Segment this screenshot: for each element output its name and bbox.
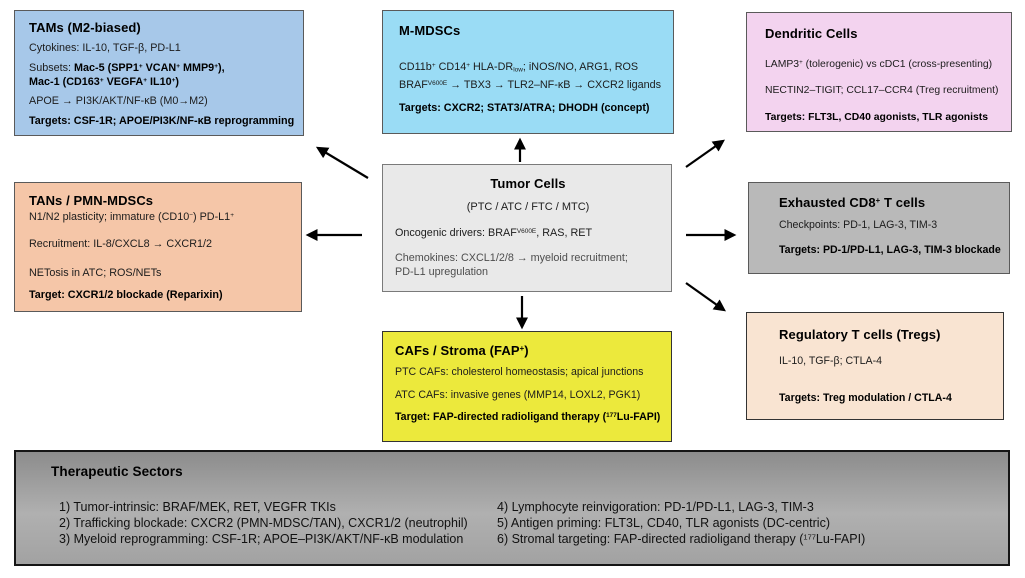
sectors-column-right	[497, 499, 1008, 547]
sector-item-1: 1) Tumor-intrinsic: BRAF/MEK, RET, VEGFR TKIs	[59, 500, 336, 514]
box-tans-pmn-mdscs	[14, 182, 302, 312]
sectors-title: Therapeutic Sectors	[51, 464, 183, 479]
dendritic-targets: Targets: FLT3L, CD40 agonists, TLR agonists	[765, 111, 989, 123]
arrow-tumor-to-tregs	[686, 283, 724, 310]
box-therapeutic-sectors	[14, 450, 1010, 566]
sector-item-3: 3) Myeloid reprogramming: CSF-1R; APOE–PI3K/AKT/NF-κB modulation	[59, 532, 464, 546]
tams-cytokines: Cytokines: IL-10, TGF-β, PD-L1	[29, 42, 181, 54]
arrow-tumor-to-dendritic	[686, 141, 723, 167]
tans-title: TANs / PMN-MDSCs	[29, 193, 154, 208]
sector-item-6: 6) Stromal targeting: FAP-directed radioligand therapy ($^{177}$Lu-FAPI)	[497, 532, 866, 546]
dendritic-title: Dendritic Cells	[765, 26, 858, 41]
exhausted-title: Exhausted CD8+ T cells	[779, 195, 926, 210]
cafs-target: Target: FAP-directed radioligand therapy ($^{177}$Lu-FAPI)	[395, 411, 661, 424]
tans-plasticity: N1/N2 plasticity; immature (CD10−) PD-L1+	[29, 211, 234, 223]
sector-item-4: 4) Lymphocyte reinvigoration: PD-1/PD-L1, LAG-3, TIM-3	[497, 500, 814, 514]
cafs-title: CAFs / Stroma (FAP+)	[395, 343, 529, 358]
tams-apoe-pathway: APOE → PI3K/AKT/NF-κB (M0→M2)	[29, 95, 208, 108]
tregs-targets: Targets: Treg modulation / CTLA-4	[779, 391, 952, 404]
tans-recruitment: Recruitment: IL-8/CXCL8 → CXCR1/2	[29, 237, 213, 250]
tumor-title: Tumor Cells	[490, 176, 566, 191]
tumor-subtitle: (PTC / ATC / FTC / MTC)	[466, 201, 590, 213]
tans-target: Target: CXCR1/2 blockade (Reparixin)	[29, 289, 223, 302]
box-mmdscs	[382, 10, 674, 134]
box-cafs-stroma	[382, 331, 672, 442]
exhausted-targets: Targets: PD-1/PD-L1, LAG-3, TIM-3 blockade	[779, 243, 1001, 256]
box-tams	[14, 10, 304, 136]
cafs-ptc: PTC CAFs: cholesterol homeostasis; apical junctions	[395, 366, 644, 378]
tams-subsets: Subsets: Mac-5 (SPP1+ VCAN+ MMP9+), Mac-1 (CD163+ VEGFA+ IL10+)	[29, 61, 225, 88]
box-tregs	[746, 312, 1004, 420]
mmdscs-targets: Targets: CXCR2; STAT3/ATRA; DHODH (concept)	[399, 101, 650, 114]
mmdscs-markers: CD11b+ CD14+ HLA-$DR_{low}$; iNOS/NO, ARG1, ROS	[399, 61, 639, 74]
tregs-cytokines: IL-10, TGF-β; CTLA-4	[779, 355, 883, 367]
box-tumor-cells	[382, 164, 672, 292]
box-exhausted-cd8-t-cells	[748, 182, 1010, 274]
dendritic-axes: NECTIN2–TIGIT; CCL17–CCR4 (Treg recruitment)	[765, 85, 999, 97]
box-dendritic-cells	[746, 12, 1012, 132]
cafs-atc: ATC CAFs: invasive genes (MMP14, LOXL2, PGK1)	[395, 388, 641, 401]
sectors-columns	[16, 499, 1008, 547]
tregs-title: Regulatory T cells (Tregs)	[779, 327, 941, 342]
sector-item-5: 5) Antigen priming: FLT3L, CD40, TLR agonists (DC-centric)	[497, 516, 830, 530]
tams-title: TAMs (M2-biased)	[29, 20, 141, 35]
tams-targets: Targets: CSF-1R; APOE/PI3K/NF-κB reprogramming	[29, 115, 295, 128]
mmdscs-pathway: $BRAF^{V600E} \to TBX3 \to TLR2-NF-\kappa B$ → CXCR2 ligands	[399, 78, 662, 91]
tans-netosis: NETosis in ATC; ROS/NETs	[29, 266, 162, 279]
sector-item-2: 2) Trafficking blockade: CXCR2 (PMN-MDSC/TAN), CXCR1/2 (neutrophil)	[59, 516, 468, 530]
arrow-tumor-to-tams	[318, 148, 368, 178]
sectors-column-left	[59, 499, 497, 547]
exhausted-checkpoints: Checkpoints: PD-1, LAG-3, TIM-3	[779, 219, 938, 231]
tumor-drivers: Oncogenic drivers: $BRAF^{V600E}$, RAS, RET	[395, 227, 593, 240]
tumor-chemokines: Chemokines: CXCL1/2/8 → myeloid recruitment; PD-L1 upregulation	[395, 251, 628, 278]
dendritic-subsets: LAMP3+ (tolerogenic) vs cDC1 (cross-presenting)	[765, 58, 993, 70]
mmdscs-title: M-MDSCs	[399, 23, 461, 38]
